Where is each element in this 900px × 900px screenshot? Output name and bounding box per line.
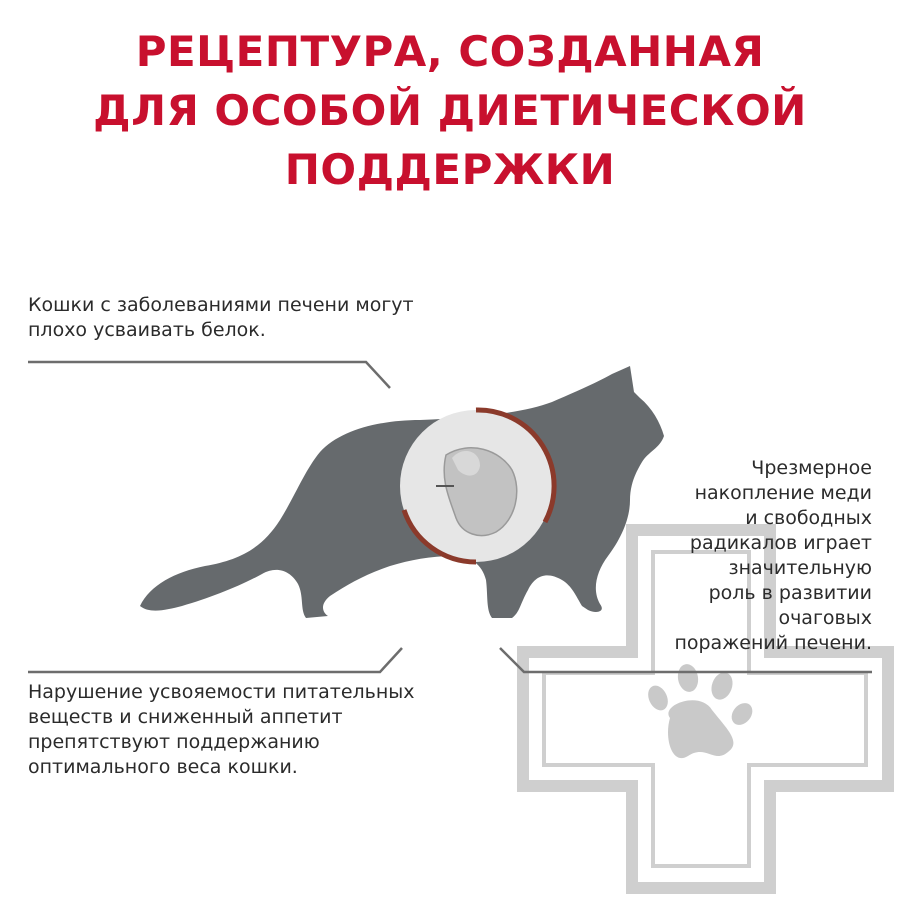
note-line: поражений печени. [674,632,872,654]
note-line: Нарушение усвояемости питательных [28,681,415,703]
note-line: очаговых [778,607,872,629]
note-line: роль в развитии [708,582,872,604]
headline [0,22,900,199]
note-line: Кошки с заболеваниями печени могут [28,294,414,316]
headline-line: РЕЦЕПТУРА, СОЗДАННАЯ [135,27,765,76]
note-line: плохо усваивать белок. [28,319,266,341]
note-nutrient-digestibility [28,680,415,780]
note-line: значительную [728,557,872,579]
note-line: радикалов играет [689,532,872,554]
note-line: оптимального веса кошки. [28,756,298,778]
note-line: веществ и сниженный аппетит [28,706,343,728]
note-line: и свободных [745,507,872,529]
note-copper-accumulation [674,456,872,656]
note-line: препятствуют поддержанию [28,731,320,753]
note-protein-absorption [28,293,414,343]
paw-print-icon [644,662,756,758]
headline-line: ДЛЯ ОСОБОЙ ДИЕТИЧЕСКОЙ [93,86,807,135]
note-line: Чрезмерное [751,457,872,479]
note-line: накопление меди [694,482,872,504]
headline-line: ПОДДЕРЖКИ [284,145,616,194]
